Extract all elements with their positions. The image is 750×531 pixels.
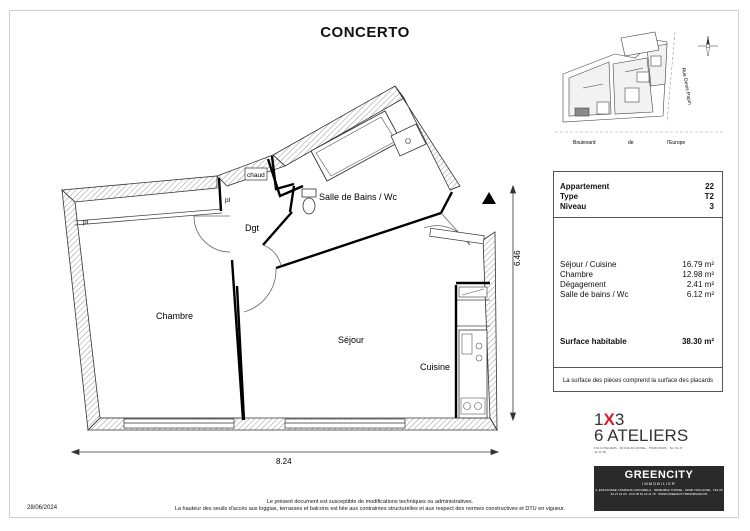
north-arrow-icon [482, 192, 496, 204]
surface-note: La surface des pièces comprend la surface des placards [562, 378, 714, 384]
info-row-room: Séjour / Cuisine 16.79 m² [560, 260, 714, 269]
document-date: 28/06/2024 [27, 505, 58, 511]
info-row-surface: Surface habitable 38.30 m² [560, 337, 714, 346]
room-label-living: Séjour [338, 335, 365, 345]
outer-walls [62, 86, 497, 430]
room-label-placard-top: pl [225, 197, 231, 204]
key-map-boulevard-label: Boulevard [573, 140, 596, 146]
apartment-info-box [553, 171, 723, 392]
legal-notice: Le présent document est susceptible de modifications techniques ou administratives. La hauteur des seuils d'accès aux loggias, terrasses et balcons est liée aux contraintes structurelles et aux respect des normes constructives et DTU en vigueur. [174, 499, 566, 512]
architect-logo: 1X3 6 ATELIERS [594, 410, 689, 445]
dimension-lines [72, 186, 516, 455]
info-row-type: Type T2 [560, 192, 714, 201]
info-separator [554, 217, 722, 218]
info-row-appartement: Appartement 22 [560, 182, 714, 191]
site-key-map [555, 28, 725, 156]
info-row-room: Salle de bains / Wc 6.12 m² [560, 290, 714, 299]
info-separator [554, 367, 722, 368]
dimension-height-label: 6.46 [513, 250, 522, 266]
key-map-street-label: Rue Denis Papin [680, 67, 693, 106]
room-label-degagement: Dgt [245, 223, 260, 233]
dimension-width-label: 8.24 [276, 457, 292, 466]
plan-title: CONCERTO [320, 24, 410, 41]
key-map-europe-label: l'Europe [667, 140, 686, 146]
key-map-de-label: de [628, 140, 634, 146]
interior-lines [75, 186, 490, 418]
kitchen-units [459, 287, 487, 418]
room-label-water-heater: chaud [247, 172, 265, 179]
toilet-icon [302, 189, 316, 214]
room-label-placard-left: pl [83, 219, 89, 226]
info-row-room: Dégagement 2.41 m² [560, 280, 714, 289]
compass-icon [698, 36, 718, 56]
room-label-bathroom: Salle de Bains / Wc [319, 192, 398, 202]
info-row-niveau: Niveau 3 [560, 202, 714, 211]
room-label-kitchen: Cuisine [420, 362, 451, 372]
room-label-bedroom: Chambre [156, 311, 194, 321]
greencity-logo: GREENCITY IMMOBILIER 3, ESPLANADE COMPANS CAFFARELLI · IMMEUBLE TOPAZE · 31000 TOULOUSE · TEL 05 62 27 21 00 · FAX 05 61 22 11 78 · WWW.GREENCITYIMMOBILIER.FR [594, 466, 724, 511]
architect-address: 1X3 6 ATELIERS · 46 RUE DU ROSEL · 75006 PARIS · Tél. 01 47 42 41 48 [594, 446, 683, 454]
info-row-room: Chambre 12.98 m² [560, 270, 714, 279]
